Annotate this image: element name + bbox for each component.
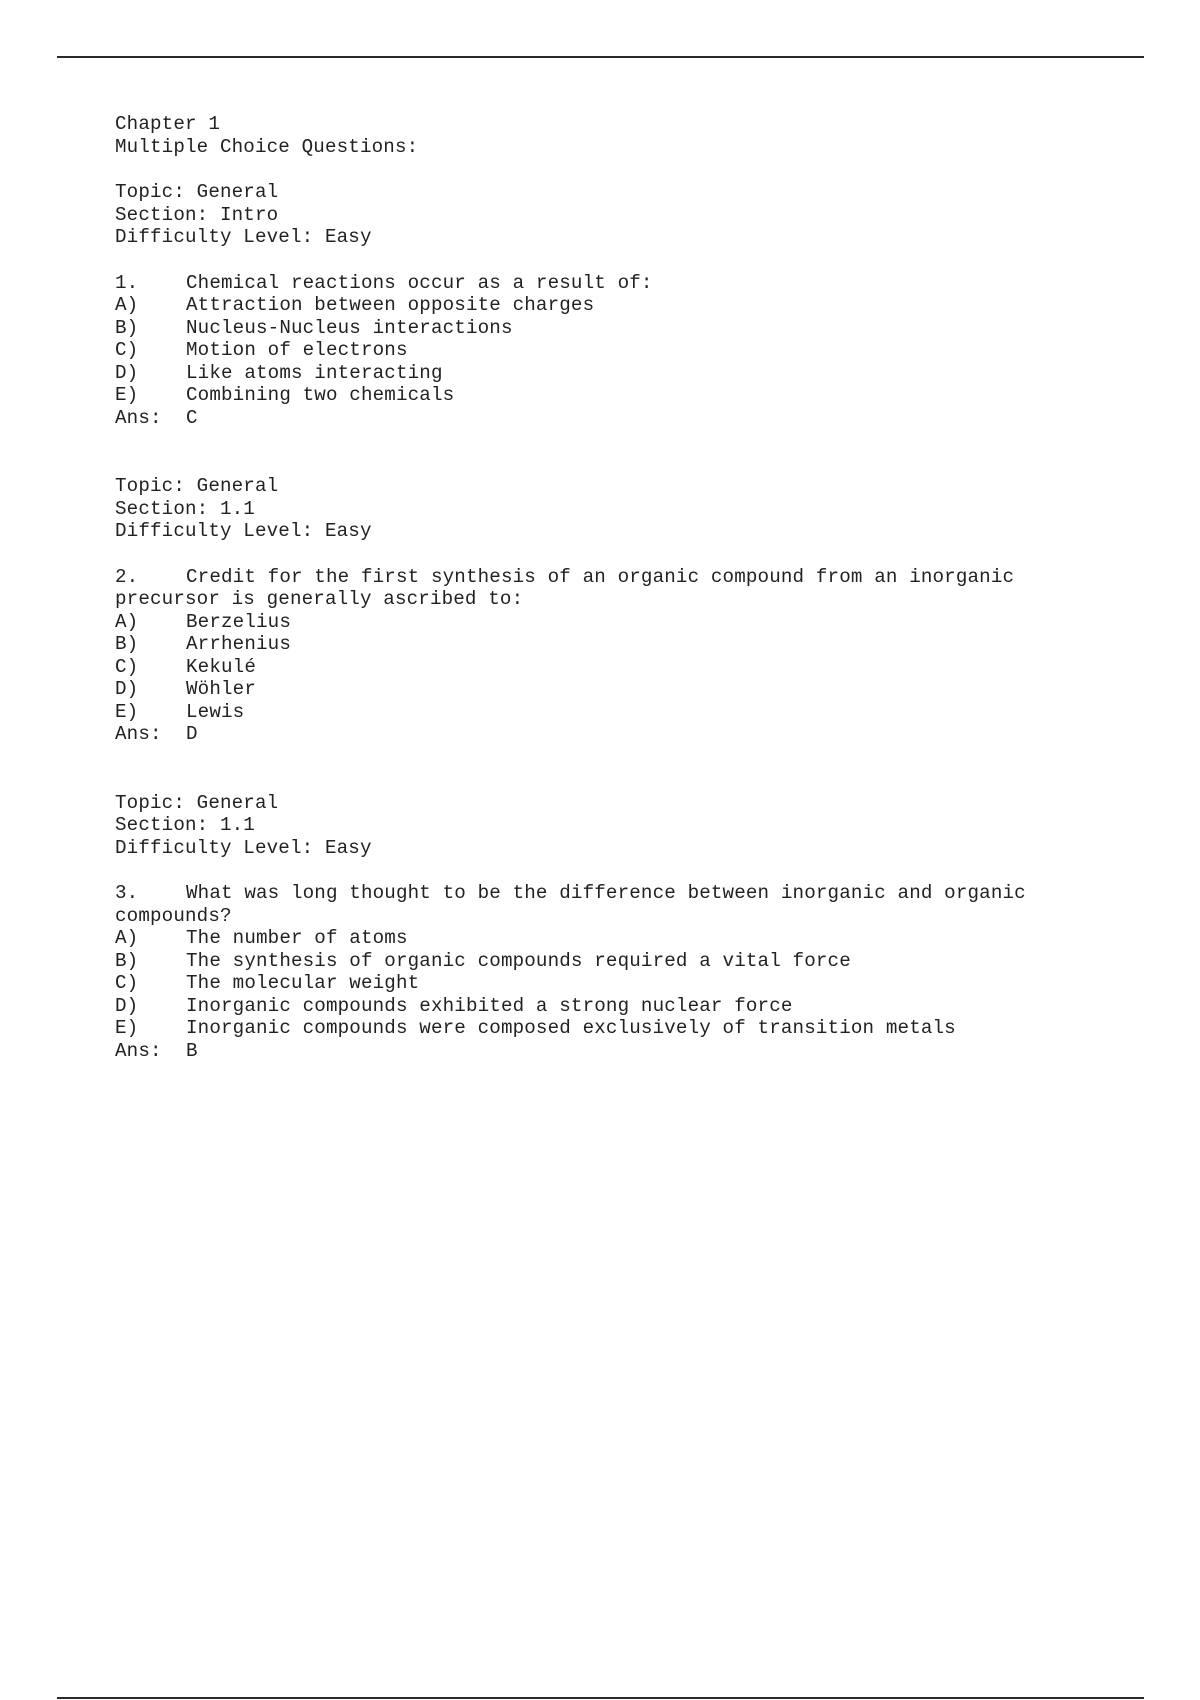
answer-key	[115, 407, 1115, 430]
option-letter: E)	[115, 1017, 139, 1039]
option-letter: B)	[115, 633, 139, 655]
option-letter: D)	[115, 994, 139, 1017]
option-text: The molecular weight	[186, 972, 420, 994]
answer-option	[115, 362, 1115, 385]
answer-option	[115, 294, 1115, 317]
option-text: Nucleus-Nucleus interactions	[186, 316, 513, 339]
question-block-1	[115, 181, 1115, 429]
answer-option	[115, 384, 1115, 407]
question-difficulty: Difficulty Level: Easy	[115, 520, 372, 542]
question-topic: Topic: General	[115, 475, 279, 497]
option-letter: B)	[115, 316, 139, 339]
document-body	[115, 113, 1115, 1062]
option-letter: E)	[115, 700, 139, 723]
option-letter: C)	[115, 972, 139, 994]
option-text: Inorganic compounds exhibited a strong nuclear force	[186, 994, 793, 1017]
option-text: The number of atoms	[186, 927, 408, 949]
question-topic: Topic: General	[115, 181, 279, 203]
answer-label: Ans:	[115, 723, 162, 745]
option-text: Berzelius	[186, 610, 291, 633]
option-text: Inorganic compounds were composed exclusively of transition metals	[186, 1017, 956, 1039]
option-letter: A)	[115, 294, 139, 316]
answer-key	[115, 1040, 1115, 1063]
answer-option	[115, 633, 1115, 656]
question-text: Chemical reactions occur as a result of:	[186, 271, 653, 294]
answer-option	[115, 678, 1115, 701]
option-letter: A)	[115, 610, 139, 633]
option-letter: E)	[115, 384, 139, 406]
answer-option	[115, 972, 1115, 995]
answer-value: C	[186, 406, 198, 429]
answer-label: Ans:	[115, 1039, 162, 1062]
question-section: Section: Intro	[115, 203, 279, 226]
answer-value: B	[186, 1039, 198, 1062]
option-text: Wöhler	[186, 678, 256, 700]
answer-option	[115, 1017, 1115, 1040]
answer-option	[115, 317, 1115, 340]
option-letter: C)	[115, 655, 139, 678]
bottom-rule	[57, 1697, 1144, 1699]
question-stem	[115, 566, 1085, 611]
question-difficulty: Difficulty Level: Easy	[115, 226, 372, 248]
question-number: 3.	[115, 882, 139, 904]
option-letter: C)	[115, 339, 139, 361]
question-text: Credit for the first synthesis of an organic compound from an inorganic precursor is generally ascribed to:	[115, 565, 1015, 610]
answer-key	[115, 723, 1115, 746]
question-difficulty: Difficulty Level: Easy	[115, 836, 372, 859]
answer-option	[115, 927, 1115, 950]
question-section: Section: 1.1	[115, 497, 255, 520]
answer-option	[115, 611, 1115, 634]
question-number: 1.	[115, 271, 139, 294]
option-text: Arrhenius	[186, 633, 291, 655]
answer-option	[115, 950, 1115, 973]
option-text: Motion of electrons	[186, 339, 408, 361]
chapter-title: Chapter 1	[115, 113, 220, 135]
question-section: Section: 1.1	[115, 814, 255, 836]
option-letter: D)	[115, 678, 139, 700]
answer-option	[115, 339, 1115, 362]
option-text: Combining two chemicals	[186, 384, 455, 406]
answer-option	[115, 701, 1115, 724]
question-stem	[115, 882, 1085, 927]
option-text: Attraction between opposite charges	[186, 294, 595, 316]
option-letter: B)	[115, 949, 139, 972]
section-subtitle: Multiple Choice Questions:	[115, 135, 419, 158]
option-text: The synthesis of organic compounds required a vital force	[186, 949, 851, 972]
question-topic: Topic: General	[115, 791, 279, 814]
top-rule	[57, 56, 1144, 58]
option-text: Lewis	[186, 700, 245, 723]
question-number: 2.	[115, 565, 139, 588]
question-block-3	[115, 792, 1115, 1063]
option-letter: D)	[115, 361, 139, 384]
answer-option	[115, 656, 1115, 679]
option-text: Like atoms interacting	[186, 361, 443, 384]
question-block-2	[115, 475, 1115, 746]
answer-label: Ans:	[115, 406, 162, 429]
option-letter: A)	[115, 927, 139, 949]
option-text: Kekulé	[186, 655, 256, 678]
answer-option	[115, 995, 1115, 1018]
question-stem	[115, 272, 1115, 295]
question-text: What was long thought to be the difference between inorganic and organic compounds?	[115, 882, 1026, 927]
answer-value: D	[186, 723, 198, 745]
